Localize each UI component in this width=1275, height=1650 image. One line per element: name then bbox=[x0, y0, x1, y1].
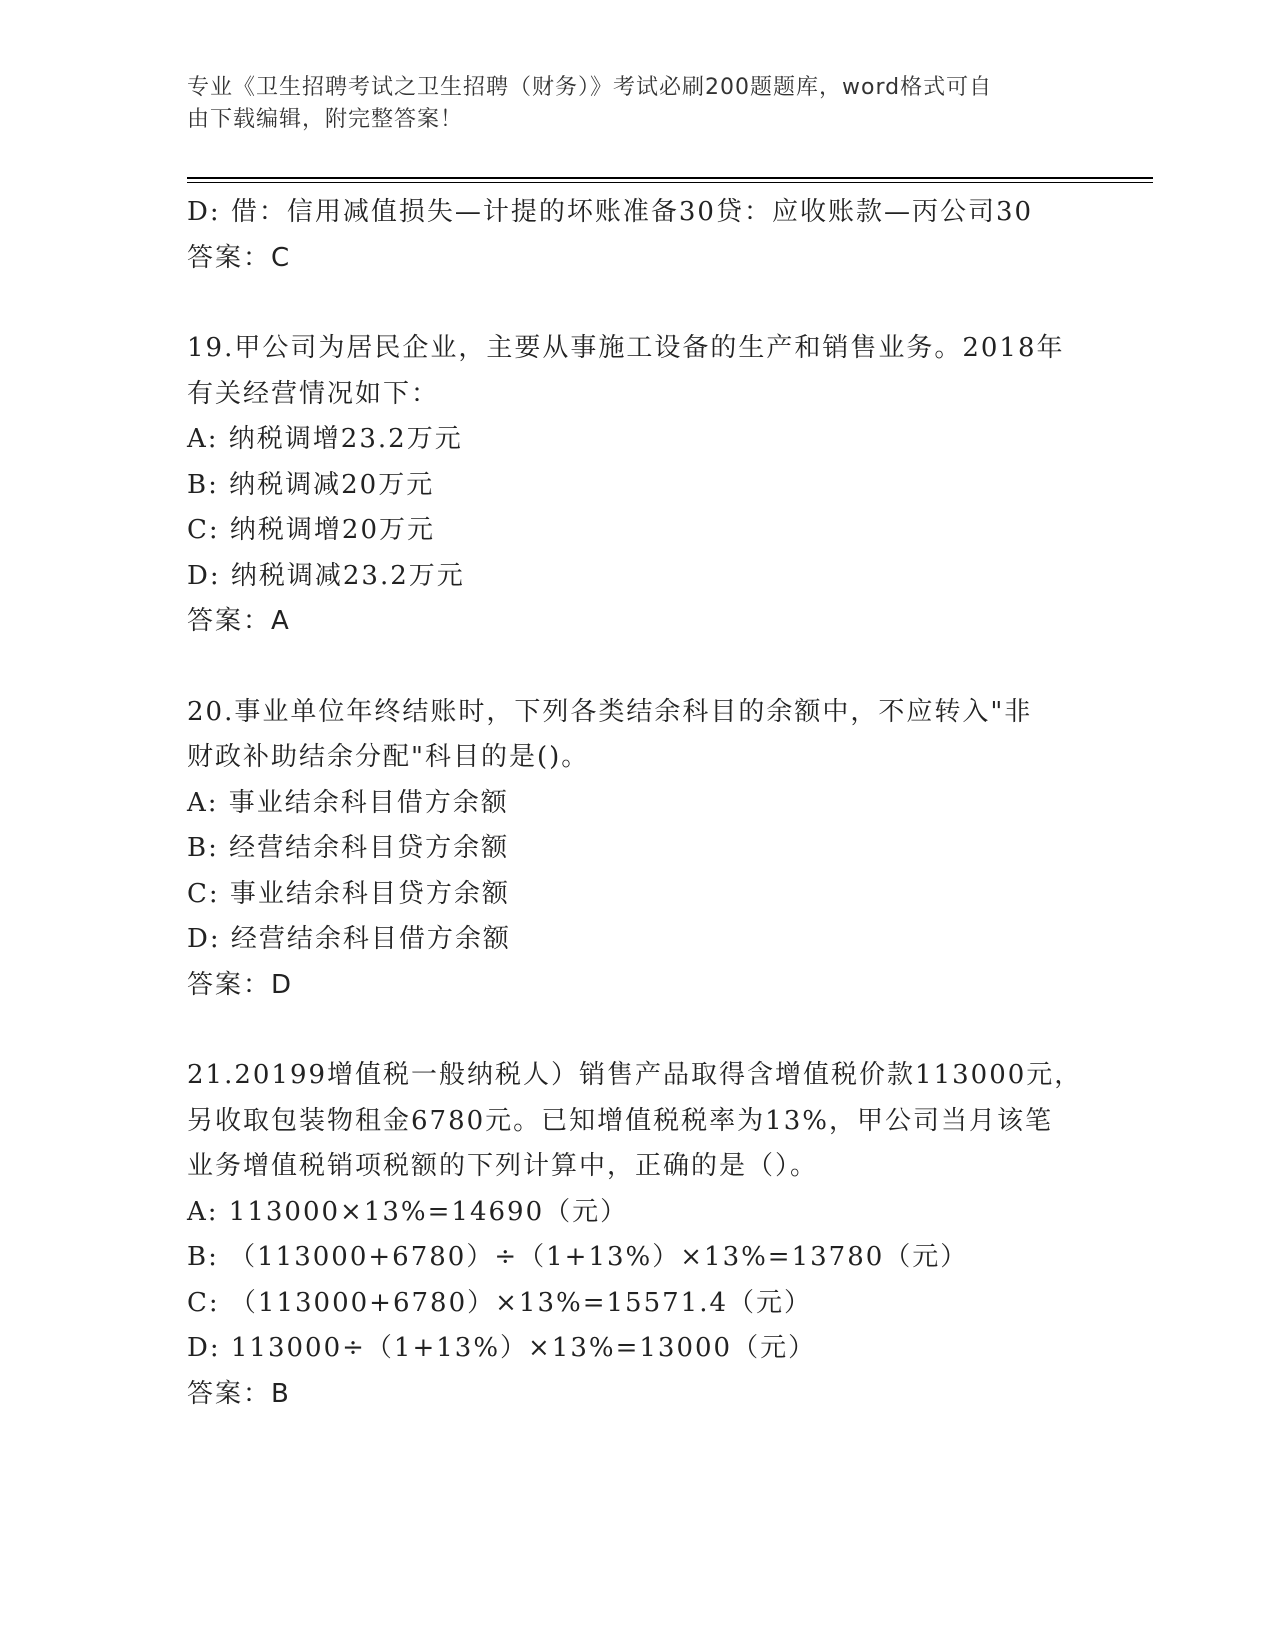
question-21 bbox=[187, 1053, 1107, 1417]
answer: 答案：A bbox=[187, 606, 291, 636]
option-a: A: 纳税调增23.2万元 bbox=[187, 424, 463, 454]
option-d: D: 113000÷（1+13%）×13%=13000（元） bbox=[187, 1333, 817, 1363]
header-divider-thick bbox=[187, 177, 1153, 179]
header-line-1: 专业《卫生招聘考试之卫生招聘（财务）》考试必刷200题题库，word格式可自 bbox=[187, 75, 993, 100]
option-c: C: （113000+6780）×13%=15571.4（元） bbox=[187, 1287, 812, 1318]
question-stem-line: 业务增值税销项税额的下列计算中，正确的是（）。 bbox=[187, 1151, 819, 1181]
spacer bbox=[187, 1008, 1107, 1053]
option-b: B: （113000+6780）÷（1+13%）×13%=13780（元） bbox=[187, 1242, 969, 1272]
answer: 答案：D bbox=[187, 969, 294, 1000]
answer: 答案：B bbox=[187, 1378, 291, 1409]
spacer bbox=[187, 645, 1107, 690]
prev-option-d: D: 借：信用减值损失—计提的坏账准备30贷：应收账款—丙公司30 bbox=[187, 197, 1034, 227]
option-c: C: 纳税调增20万元 bbox=[187, 515, 436, 545]
spacer bbox=[187, 281, 1107, 326]
header-divider-thin bbox=[187, 182, 1153, 183]
question-stem-line: 21.20199增值税一般纳税人）销售产品取得含增值税价款113000元， bbox=[187, 1060, 1083, 1090]
question-stem-line: 19.甲公司为居民企业，主要从事施工设备的生产和销售业务。2018年 bbox=[187, 333, 1065, 363]
question-19 bbox=[187, 326, 1107, 645]
question-20 bbox=[187, 690, 1107, 1009]
option-d: D: 纳税调减23.2万元 bbox=[187, 560, 465, 591]
question-stem-line: 另收取包装物租金6780元。已知增值税税率为13%，甲公司当月该笔 bbox=[187, 1105, 1053, 1136]
document-body bbox=[187, 190, 1107, 1417]
question-stem-line: 20.事业单位年终结账时，下列各类结余科目的余额中，不应转入"非 bbox=[187, 696, 1033, 727]
question-stem-line: 财政补助结余分配"科目的是()。 bbox=[187, 742, 590, 772]
header-line-2: 由下载编辑，附完整答案！ bbox=[187, 107, 464, 132]
option-c: C: 事业结余科目贷方余额 bbox=[187, 878, 510, 909]
option-a: A: 事业结余科目借方余额 bbox=[187, 787, 509, 818]
document-header bbox=[187, 72, 1067, 136]
option-d: D: 经营结余科目借方余额 bbox=[187, 924, 511, 954]
option-b: B: 经营结余科目贷方余额 bbox=[187, 833, 510, 863]
option-b: B: 纳税调减20万元 bbox=[187, 469, 435, 500]
question-stem-line: 有关经营情况如下： bbox=[187, 378, 440, 409]
option-a: A: 113000×13%=14690（元） bbox=[187, 1196, 629, 1227]
prev-answer: 答案：C bbox=[187, 242, 292, 273]
